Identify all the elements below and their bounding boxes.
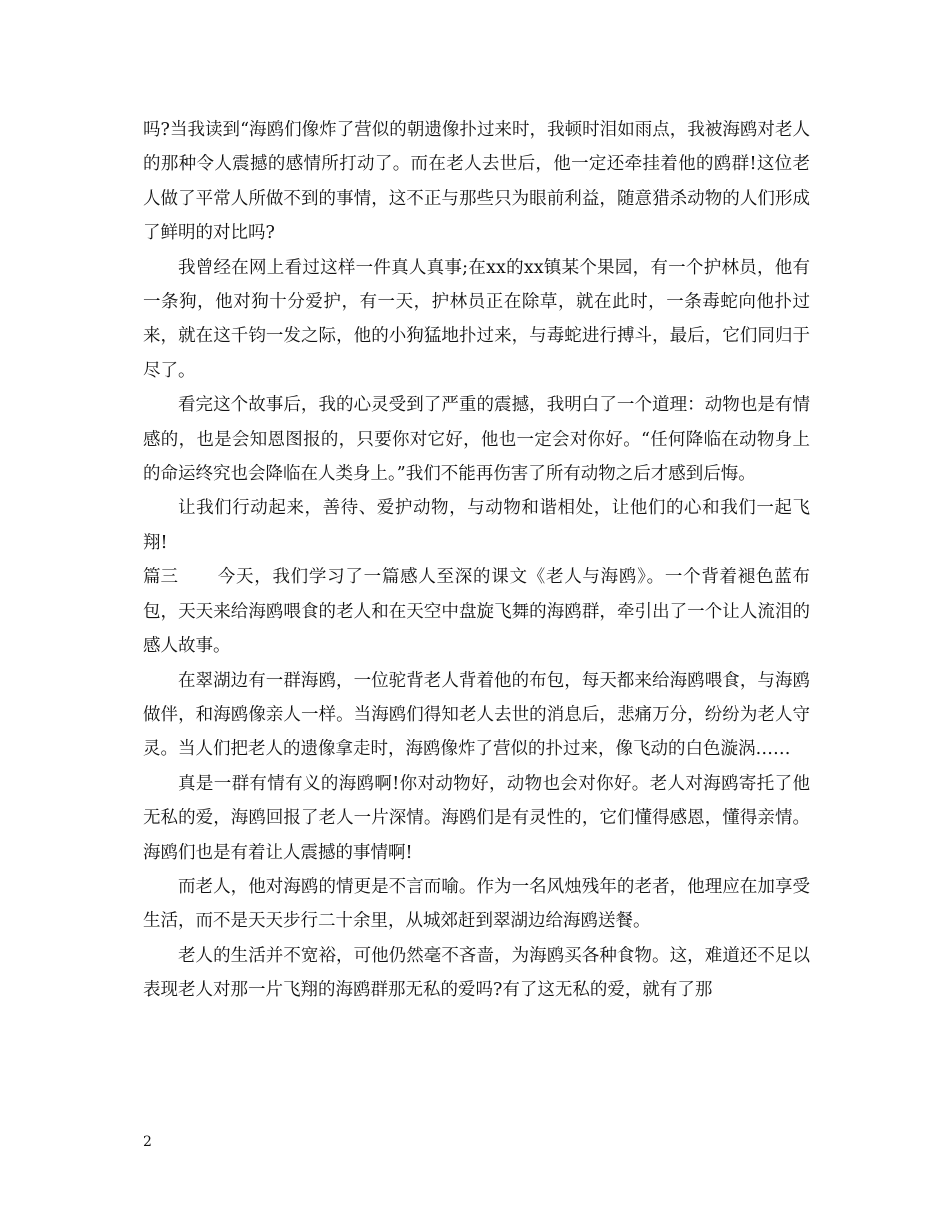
paragraph-5-text: 今天，我们学习了一篇感人至深的课文《老人与海鸥》。一个背着褪色蓝布包，天天来给海鸥喂食的老人和在天空中盘旋飞舞的海鸥群，牵引出了一个让人流泪的感人故事。: [143, 567, 810, 657]
paragraph-2: 我曾经在网上看过这样一件真人真事;在xx的xx镇某个果园，有一个护林员，他有一条狗，他对狗十分爱护，有一天，护林员正在除草，就在此时，一条毒蛇向他扑过来，就在这千钧一发之际，他的小狗猛地扑过来，与毒蛇进行搏斗，最后，它们同归于尽了。: [143, 257, 810, 381]
paragraph-9: 老人的生活并不宽裕，可他仍然毫不吝啬，为海鸥买各种食物。这，难道还不足以表现老人对那一片飞翔的海鸥群那无私的爱吗?有了这无私的爱，就有了那: [143, 945, 810, 1001]
page-number: 2: [143, 1134, 152, 1150]
paragraph-4: 让我们行动起来，善待、爱护动物，与动物和谐相处，让他们的心和我们一起飞翔!: [143, 498, 810, 553]
paragraph-8: 而老人，他对海鸥的情更是不言而喻。作为一名风烛残年的老者，他理应在加享受生活，而不是天天步行二十余里，从城郊赶到翠湖边给海鸥送餐。: [143, 876, 810, 932]
paragraph-3: 看完这个故事后，我的心灵受到了严重的震撼，我明白了一个道理：动物也是有情感的，也是会知恩图报的，只要你对它好，他也一定会对你好。“任何降临在动物身上的命运终究也会降临在人类身上。”我们不能再伤害了所有动物之后才感到后悔。: [143, 395, 810, 485]
section-heading: 篇三: [143, 567, 178, 588]
paragraph-5: [143, 560, 810, 663]
paragraph-1: 吗?当我读到“海鸥们像炸了营似的朝遗像扑过来时，我顿时泪如雨点，我被海鸥对老人的那种令人震撼的感情所打动了。而在老人去世后，他一定还牵挂着他的鸥群!这位老人做了平常人所做不到的事情，这不正与那些只为眼前利益，随意猎杀动物的人们形成了鲜明的对比吗?: [143, 120, 810, 244]
paragraph-7: 真是一群有情有义的海鸥啊!你对动物好，动物也会对你好。老人对海鸥寄托了他无私的爱，海鸥回报了老人一片深情。海鸥们是有灵性的，它们懂得感恩，懂得亲情。海鸥们也是有着让人震撼的事情啊!: [143, 773, 810, 863]
paragraph-6: 在翠湖边有一群海鸥，一位驼背老人背着他的布包，每天都来给海鸥喂食，与海鸥做伴，和海鸥像亲人一样。当海鸥们得知老人去世的消息后，悲痛万分，纷纷为老人守灵。当人们把老人的遗像拿走时，海鸥像炸了营似的扑过来，像飞动的白色漩涡……: [143, 670, 810, 760]
document-body: [143, 113, 810, 1008]
